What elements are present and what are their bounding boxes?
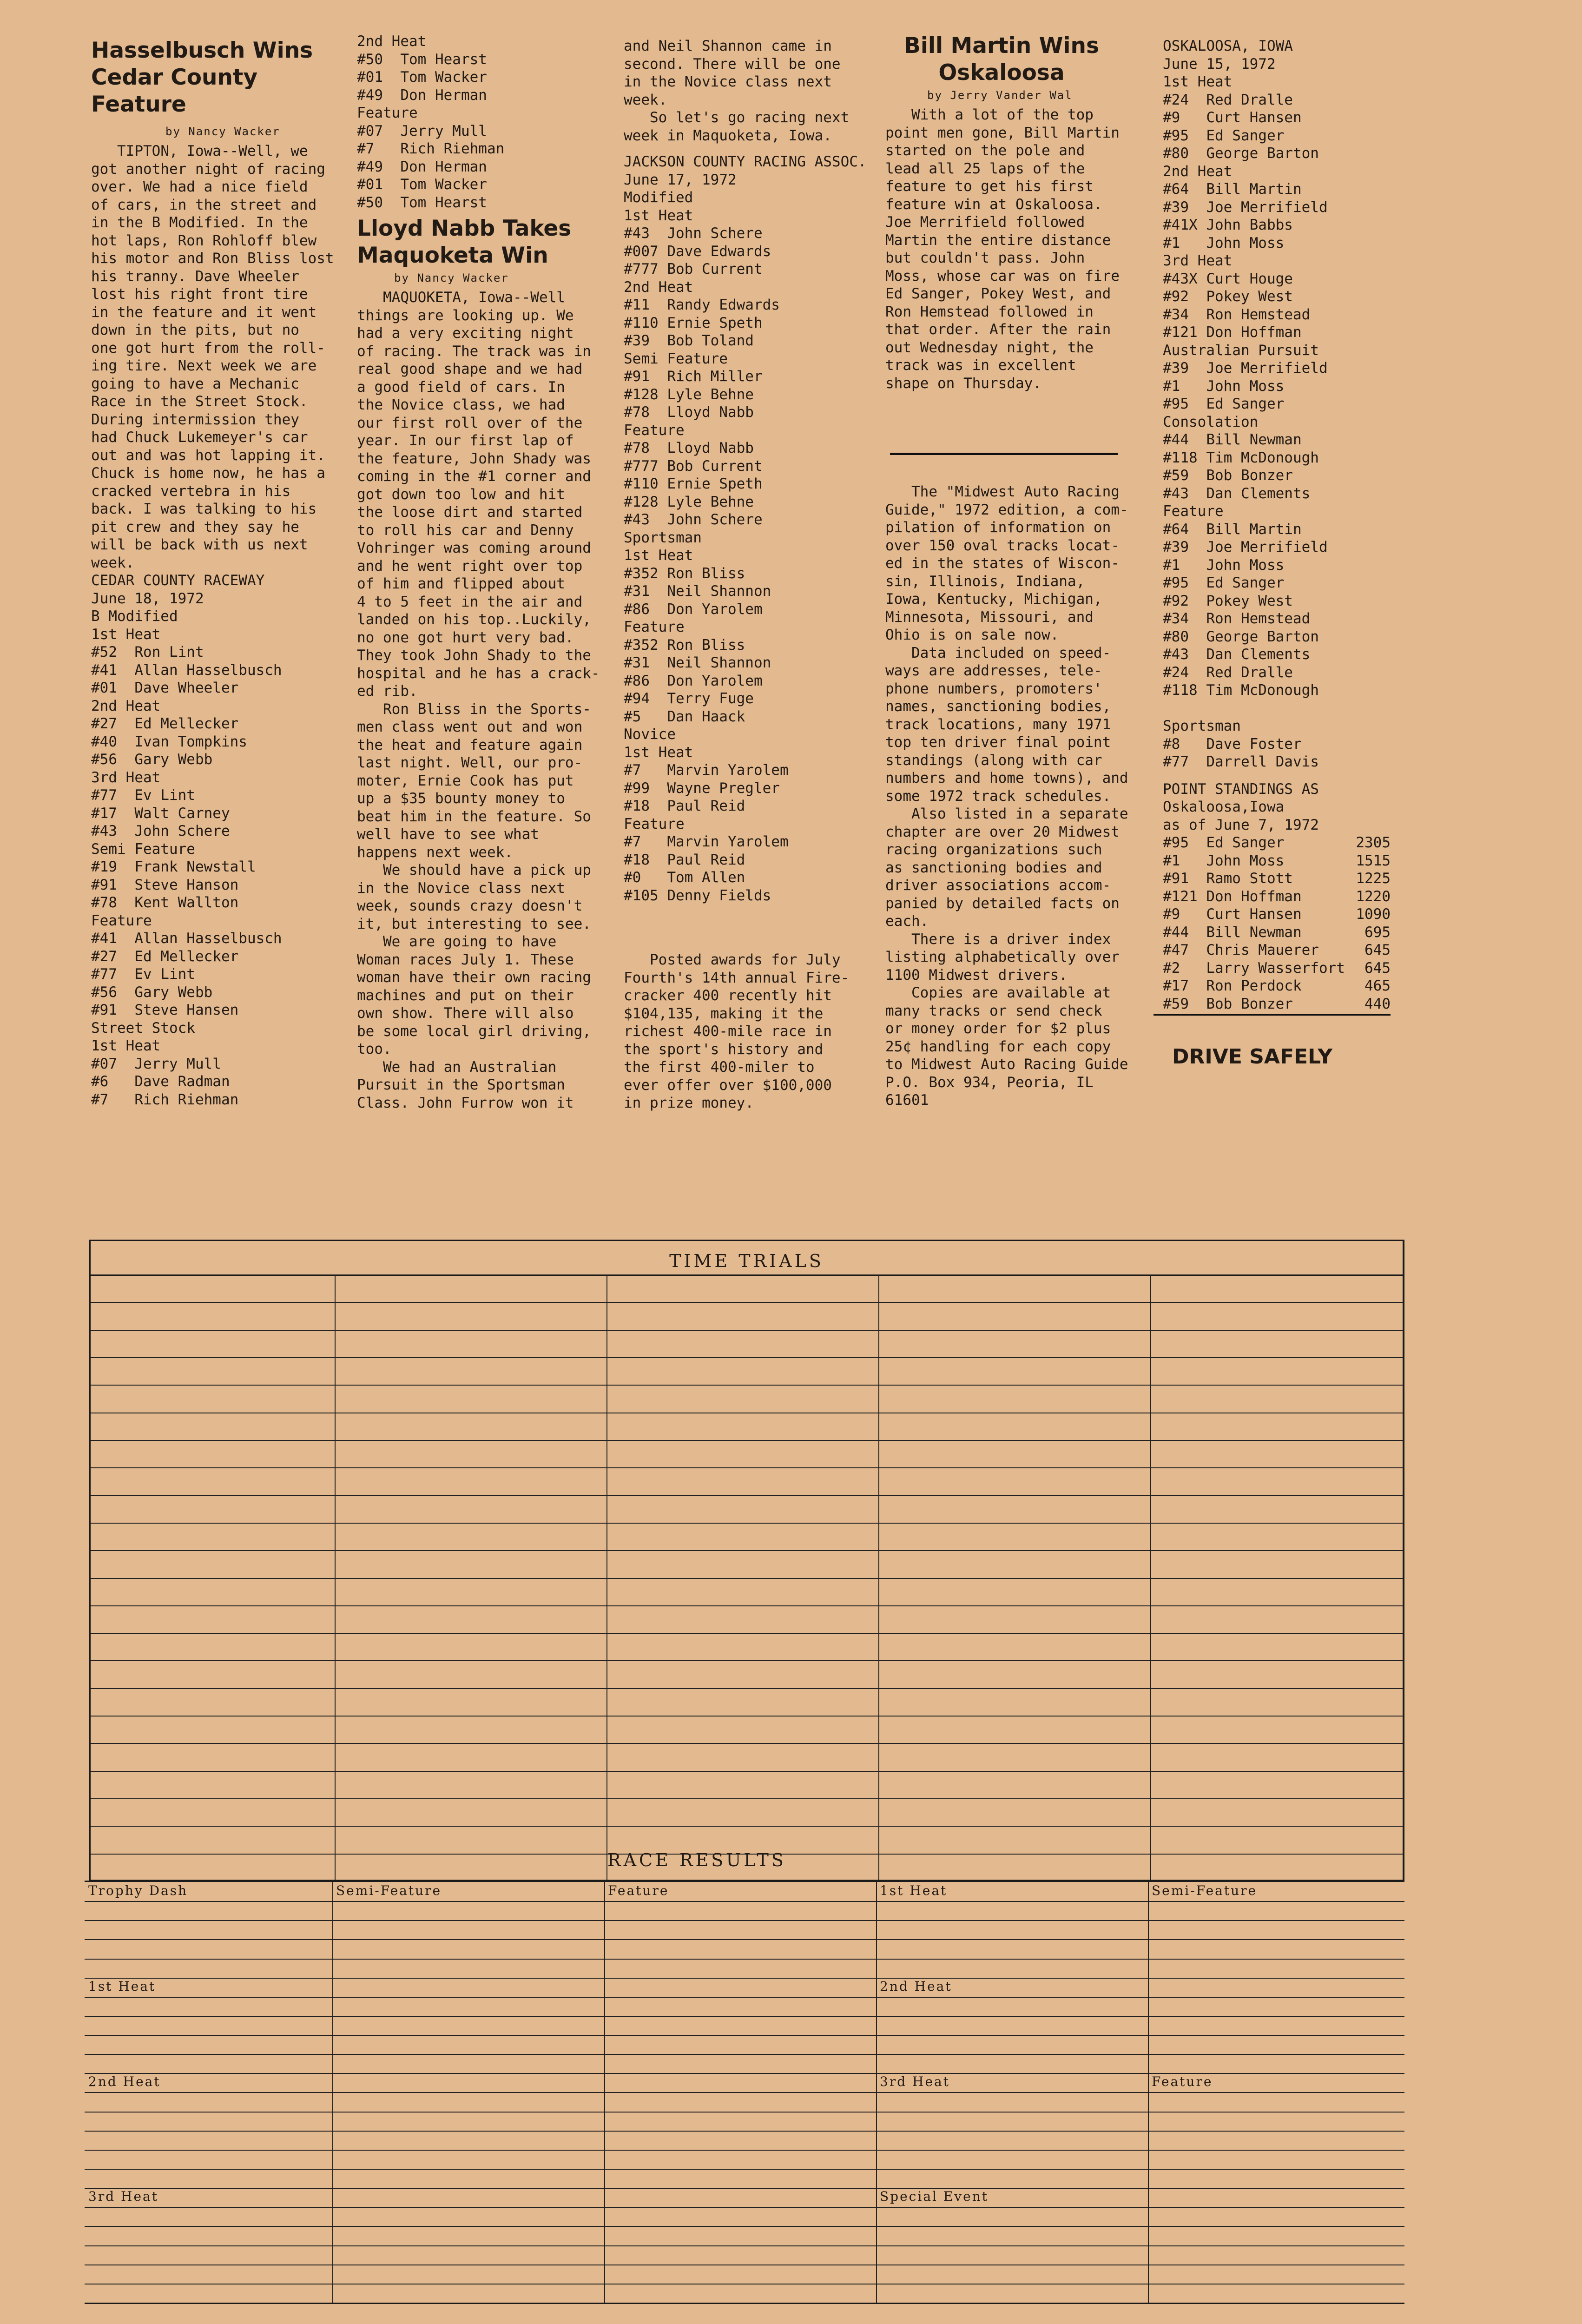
grid-horizontal-line: [85, 2092, 1404, 2093]
race-results-form: [89, 1842, 1404, 2306]
standing-driver: #1 John Moss: [1163, 852, 1285, 869]
grid-horizontal-line: [91, 1716, 1403, 1717]
byline: by Nancy Wacker: [394, 271, 509, 284]
race-results-label-feature-2: Feature: [1152, 2074, 1213, 2089]
standing-driver: #95 Ed Sanger: [1163, 834, 1285, 851]
standing-points: 695: [1364, 924, 1391, 941]
grid-horizontal-line: [85, 2169, 1404, 2170]
results-street-stock-cont: 2nd Heat #50 Tom Hearst #01 Tom Wacker #49 Don Herman Feature #07 Jerry Mull #7 Rich Riehman #49 Don Herman #01 Tom Wacker #50 Tom Hearst: [357, 33, 505, 211]
standings-underline: [1154, 1014, 1391, 1016]
race-results-label-heat3-left: 3rd Heat: [88, 2189, 158, 2204]
standing-driver: #121 Don Hoffman: [1163, 888, 1302, 905]
race-results-label-heat2-left: 2nd Heat: [88, 2074, 161, 2089]
grid-horizontal-line: [85, 2245, 1404, 2246]
grid-horizontal-line: [85, 1978, 1404, 1979]
column-1: [91, 37, 351, 1109]
standing-row: [1163, 834, 1391, 852]
grid-horizontal-line: [85, 1920, 1404, 1921]
standing-row: [1163, 905, 1391, 924]
standing-row: [1163, 852, 1391, 870]
point-standings-list: [1163, 834, 1391, 1013]
grid-horizontal-line: [85, 2207, 1404, 2208]
byline: by Jerry Vander Wal: [927, 89, 1073, 102]
race-results-label-heat1-left: 1st Heat: [88, 1979, 156, 1994]
race-results-label-feature-1: Feature: [608, 1883, 669, 1898]
grid-horizontal-line: [85, 1997, 1404, 1998]
race-results-label-heat1-right: 1st Heat: [880, 1883, 948, 1898]
standing-points: 1090: [1356, 906, 1391, 923]
standing-row: [1163, 941, 1391, 959]
grid-horizontal-line: [85, 2054, 1404, 2055]
grid-horizontal-line: [91, 1523, 1403, 1524]
article-racing-guide: The "Midwest Auto Racing Guide," 1972 edition, a com- pilation of information on over 150 oval tracks locat- ed in the states of Wiscon- sin, Illinois, Indiana, Iowa, Kentucky, Michigan, Minnesota, Missouri, and Ohio is on sale now. Data included on speed- ways are addresses, tele- phone numbers, promoters' names, sanctioning bodies, track locations, many 1971 top ten driver final point standings (along with car numbers and home towns), and some 1972 track schedules. Also listed in a separate chapter are over 20 Midwest racing organizations such as sanctioning bodies and driver associations accom- panied by detailed facts on each. There is a driver index listing alphabetically over 1100 Midwest drivers. Copies are available at many tracks or send check or money order for $2 plus 25¢ handling for each copy to Midwest Auto Racing Guide P.O. Box 934, Peoria, IL 61601: [885, 483, 1128, 1109]
standing-row: [1163, 924, 1391, 942]
grid-horizontal-line: [91, 1826, 1403, 1827]
standing-points: 1220: [1356, 888, 1391, 905]
race-results-label-semi-feature-1: Semi-Feature: [336, 1883, 442, 1898]
divider-rule: [890, 453, 1118, 455]
race-results-title: RACE RESULTS: [607, 1850, 786, 1870]
grid-horizontal-line: [85, 2016, 1404, 2017]
grid-vertical-line: [878, 1274, 879, 1880]
standing-points: 645: [1364, 959, 1391, 977]
grid-horizontal-line: [91, 1467, 1403, 1468]
standing-points: 440: [1364, 995, 1391, 1012]
grid-vertical-line: [335, 1274, 336, 1880]
grid-horizontal-line: [91, 1550, 1403, 1551]
time-trials-grid[interactable]: [91, 1274, 1403, 1880]
grid-horizontal-line: [85, 2150, 1404, 2151]
race-results-label-trophy-dash: Trophy Dash: [88, 1883, 188, 1898]
race-results-grid[interactable]: [85, 1881, 1404, 2304]
grid-horizontal-line: [91, 1771, 1403, 1772]
grid-horizontal-line: [91, 1605, 1403, 1606]
grid-horizontal-line: [85, 2131, 1404, 2132]
standing-driver: #44 Bill Newman: [1163, 924, 1302, 941]
results-cedar-county: CEDAR COUNTY RACEWAY June 18, 1972 B Modified 1st Heat #52 Ron Lint #41 Allan Hasselbusch #01 Dave Wheeler 2nd Heat #27 Ed Mellecker #40 Ivan Tompkins #56 Gary Webb 3rd Heat #77 Ev Lint #17 Walt Carney #43 John Schere Semi Feature #19 Frank Newstall #91 Steve Hanson #78 Kent Wallton Feature #41 Allan Hasselbusch #27 Ed Mellecker #77 Ev Lint #56 Gary Webb #91 Steve Hansen Street Stock 1st Heat #07 Jerry Mull #6 Dave Radman #7 Rich Riehman: [91, 572, 282, 1108]
point-standings-heading: POINT STANDINGS AS Oskaloosa,Iowa as of June 7, 1972: [1163, 780, 1319, 833]
race-results-label-special-event: Special Event: [880, 2189, 989, 2204]
results-jackson-county: JACKSON COUNTY RACING ASSOC. June 17, 1972 Modified 1st Heat #43 John Schere #007 Dave Edwards #777 Bob Current 2nd Heat #11 Randy Edwards #110 Ernie Speth #39 Bob Toland Semi Feature #91 Rich Miller #128 Lyle Behne #78 Lloyd Nabb Feature #78 Lloyd Nabb #777 Bob Current #110 Ernie Speth #128 Lyle Behne #43 John Schere Sportsman 1st Heat #352 Ron Bliss #31 Neil Shannon #86 Don Yarolem Feature #352 Ron Bliss #31 Neil Shannon #86 Don Yarolem #94 Terry Fuge #5 Dan Haack Novice 1st Heat #7 Marvin Yarolem #99 Wayne Pregler #18 Paul Reid Feature #7 Marvin Yarolem #18 Paul Reid #0 Tom Allen #105 Denny Fields: [624, 153, 867, 904]
grid-horizontal-line: [91, 1660, 1403, 1661]
grid-horizontal-line: [91, 1578, 1403, 1579]
headline-bill-martin: Bill Martin Wins Oskaloosa: [904, 33, 1099, 86]
grid-horizontal-line: [91, 1633, 1403, 1634]
grid-horizontal-line: [91, 1385, 1403, 1386]
grid-horizontal-line: [85, 1939, 1404, 1940]
column-5: [1163, 37, 1404, 1070]
byline: by Nancy Wacker: [165, 125, 280, 138]
grid-vertical-line: [606, 1274, 607, 1880]
article-body-maquoketa-cont: and Neil Shannon came in second. There will be one in the Novice class next week. So let's go racing next week in Maquoketa, Iowa.: [624, 38, 850, 144]
standing-driver: #17 Ron Perdock: [1163, 977, 1302, 994]
article-firecracker-400: Posted awards for July Fourth's 14th annual Fire- cracker 400 recently hit $104,135, making it the richest 400-mile race in the sport's history and the first 400-miler to ever offer over $100,000 in prize money.: [624, 951, 850, 1111]
grid-horizontal-line: [91, 1302, 1403, 1303]
grid-horizontal-line: [91, 1688, 1403, 1689]
grid-horizontal-line: [91, 1798, 1403, 1799]
grid-horizontal-line: [91, 1495, 1403, 1496]
headline-hasselbusch: Hasselbusch Wins Cedar County Feature: [91, 38, 313, 117]
time-trials-title: TIME TRIALS: [91, 1241, 1403, 1276]
standing-points: 2305: [1356, 834, 1391, 851]
grid-horizontal-line: [85, 1959, 1404, 1960]
article-body-tipton: TIPTON, Iowa--Well, we got another night of racing over. We had a nice field of cars, in the street and in the B Modified. In the hot laps, Ron Rohloff blew his motor and Ron Bliss lost his tranny. Dave Wheeler lost his right front tire in the feature and it went down in the pits, but no one got hurt from the roll- ing tire. Next week we are going to have a Mechanic Race in the Street Stock. During intermission they had Chuck Lukemeyer's car out and was hot lapping it. Chuck is home now, he has a cracked vertebra in his back. I was talking to his pit crew and they say he will be back with us next week.: [91, 143, 334, 571]
time-trials-form: [89, 1240, 1404, 1881]
standing-driver: #2 Larry Wasserfort: [1163, 959, 1345, 977]
race-results-label-heat3-right: 3rd Heat: [880, 2074, 950, 2089]
standing-driver: #47 Chris Mauerer: [1163, 942, 1319, 958]
standing-points: 465: [1364, 977, 1391, 994]
grid-horizontal-line: [85, 2035, 1404, 2036]
race-results-label-semi-feature-2: Semi-Feature: [1152, 1883, 1258, 1898]
standing-driver: #9 Curt Hansen: [1163, 906, 1302, 923]
standing-points: 1225: [1356, 870, 1391, 887]
column-4: [885, 33, 1146, 1109]
grid-vertical-line: [1150, 1274, 1151, 1880]
column-2: [357, 33, 617, 1112]
standing-row: [1163, 995, 1391, 1013]
column-3: [624, 37, 884, 1112]
standing-row: [1163, 888, 1391, 906]
standing-points: 645: [1364, 942, 1391, 958]
standing-points: 1515: [1356, 852, 1391, 869]
drive-safely: DRIVE SAFELY: [1172, 1045, 1333, 1069]
standing-row: [1163, 959, 1391, 977]
grid-horizontal-line: [85, 2112, 1404, 2113]
article-body-oskaloosa: With a lot of the top point men gone, Bill Martin started on the pole and lead all 25 laps of the feature to get his first feature win at Oskaloosa. Joe Merrifield followed Martin the entire distance but couldn't pass. John Moss, whose car was on fire Ed Sanger, Pokey West, and Ron Hemstead followed in that order. After the rain out Wednesday night, the track was in excellent shape on Thursday.: [885, 106, 1120, 392]
race-results-label-heat2-right: 2nd Heat: [880, 1979, 952, 1994]
standing-row: [1163, 977, 1391, 995]
headline-lloyd-nabb: Lloyd Nabb Takes Maquoketa Win: [357, 216, 572, 268]
standing-driver: #59 Bob Bonzer: [1163, 995, 1293, 1012]
grid-horizontal-line: [91, 1330, 1403, 1331]
grid-horizontal-line: [85, 1901, 1404, 1902]
standing-driver: #91 Ramo Stott: [1163, 870, 1293, 887]
grid-horizontal-line: [85, 2226, 1404, 2227]
grid-horizontal-line: [85, 2188, 1404, 2189]
article-body-maquoketa: MAQUOKETA, Iowa--Well things are looking up. We had a very exciting night of racing. The track was in real good shape and we had a good field of cars. In the Novice class, we had our first roll over of the year. In our first lap of the feature, John Shady was coming in the #1 corner and got down too low and hit the loose dirt and started to roll his car and Denny Vohringer was coming around and he went right over top of him and flipped about 4 to 5 feet in the air and landed on his top..Luckily, no one got hurt very bad. They took John Shady to the hospital and he has a crack- ed rib. Ron Bliss in the Sports- men class went out and won the heat and feature again last night. Well, our pro- moter, Ernie Cook has put up a $35 bounty money to beat him in the feature. So well have to see what happens next week. We should have a pick up in the Novice class next week, sounds crazy doesn't it, but interesting to see. We are going to have Woman races July 1. These woman have their own racing machines and put on their own show. There will also be some local girl driving, too. We had an Australian Pursuit in the Sportsman Class. John Furrow won it: [357, 289, 600, 1111]
results-oskaloosa: OSKALOOSA, IOWA June 15, 1972 1st Heat #24 Red Dralle #9 Curt Hansen #95 Ed Sanger #80 George Barton 2nd Heat #64 Bill Martin #39 Joe Merrifield #41X John Babbs #1 John Moss 3rd Heat #43X Curt Houge #92 Pokey West #34 Ron Hemstead #121 Don Hoffman Australian Pursuit #39 Joe Merrifield #1 John Moss #95 Ed Sanger Consolation #44 Bill Newman #118 Tim McDonough #59 Bob Bonzer #43 Dan Clements Feature #64 Bill Martin #39 Joe Merrifield #1 John Moss #95 Ed Sanger #92 Pokey West #34 Ron Hemstead #80 George Barton #43 Dan Clements #24 Red Dralle #118 Tim McDonough Sportsman #8 Dave Foster #77 Darrell Davis: [1163, 38, 1328, 770]
grid-horizontal-line: [91, 1357, 1403, 1358]
grid-horizontal-line: [91, 1440, 1403, 1441]
grid-horizontal-line: [91, 1743, 1403, 1744]
standing-row: [1163, 870, 1391, 888]
